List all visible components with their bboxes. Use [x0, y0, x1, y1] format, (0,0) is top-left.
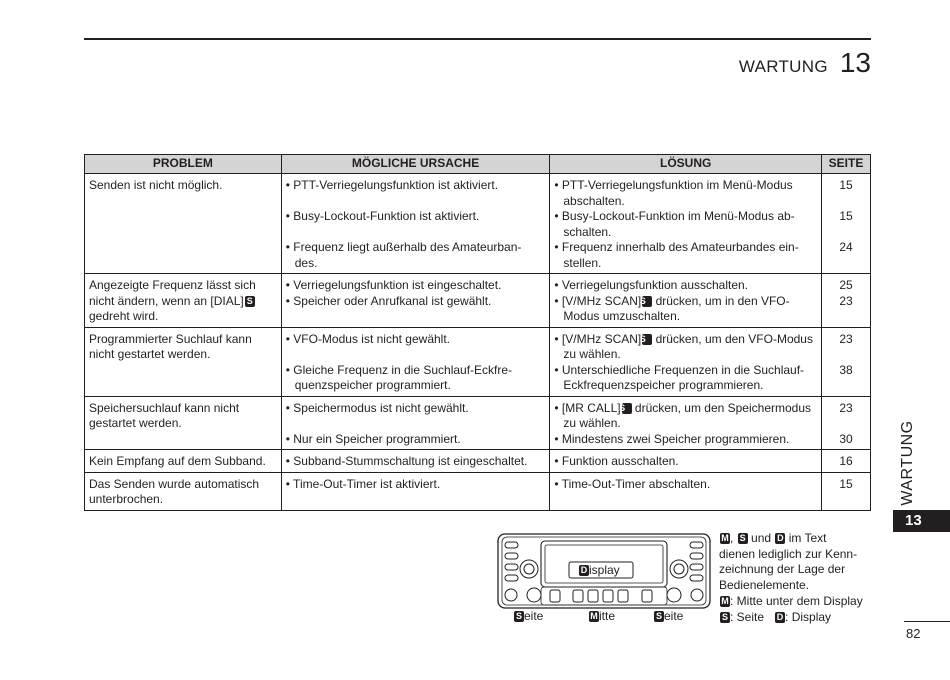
left-side-label: S eite: [515, 609, 544, 623]
radio-front-panel-diagram: [497, 533, 711, 609]
cause-cell: [281, 472, 550, 510]
solution-item: • Unterschiedliche Frequenzen in die Suchlauf- Eckfrequenzspeicher programmieren.: [554, 362, 805, 392]
table-row: [85, 396, 871, 450]
header-problem: PROBLEM: [85, 155, 282, 174]
display-label: D isplay: [580, 563, 620, 577]
display-key-icon: D: [776, 611, 784, 622]
solution-item: • Busy-Lockout-Funktion im Menü-Modus ab- schalten.: [554, 209, 795, 239]
problem-cell: Kein Empfang auf dem Subband.: [85, 450, 282, 473]
cause-item: • Speicher oder Anrufkanal ist gewählt.: [285, 293, 492, 308]
chapter-title: WARTUNG: [738, 57, 828, 76]
side-key-icon: S: [655, 611, 662, 621]
solution-cell: [550, 396, 822, 450]
table-row: [85, 450, 871, 473]
display-key-icon: D: [580, 565, 588, 575]
display-key-icon: D: [777, 533, 784, 543]
page-cell: 23 38: [821, 327, 870, 396]
cause-item: • Gleiche Frequenz in die Suchlauf-Eckfre- quenzspeicher programmiert.: [285, 362, 513, 392]
side-key-icon: S: [515, 611, 522, 621]
cause-item: • Busy-Lockout-Funktion ist aktiviert.: [285, 209, 480, 223]
solution-item: • [V/MHz SCAN]S drücken, um in den VFO- Modus umzuschalten.: [554, 293, 790, 323]
solution-item: • Mindestens zwei Speicher programmieren.: [554, 431, 790, 446]
note-line: Bedienelemente.: [719, 578, 810, 593]
header-solution: LÖSUNG: [550, 155, 822, 174]
side-key-icon: S: [739, 533, 746, 543]
solution-item: • [MR CALL]S drücken, um den Speichermodus zu wählen.: [554, 400, 812, 430]
solution-item: • Frequenz innerhalb des Amateurbandes ein- stellen.: [554, 240, 799, 270]
cause-cell: [281, 327, 550, 396]
cause-cell: [281, 450, 550, 473]
side-tab-label: WARTUNG: [899, 420, 916, 506]
problem-cell: Speichersuchlauf kann nicht gestartet werden.: [85, 396, 282, 450]
solution-cell: [550, 472, 822, 510]
solution-cell: [550, 450, 822, 473]
header-page: SEITE: [821, 155, 870, 174]
cause-cell: [281, 174, 550, 274]
right-side-label: S eite: [655, 609, 684, 623]
table-row: [85, 274, 871, 328]
side-key-icon: S: [642, 296, 652, 307]
solution-item: • PTT-Verriegelungsfunktion im Menü-Modus abschalten.: [554, 178, 793, 208]
side-key-icon: S: [642, 334, 652, 345]
top-rule: [84, 38, 871, 40]
page-cell: 15: [821, 472, 870, 510]
header-cause: MÖGLICHE URSACHE: [281, 155, 550, 174]
cause-item: • Time-Out-Timer ist aktiviert.: [285, 476, 441, 491]
note-line: M, S und D im Text: [721, 531, 827, 545]
solution-item: • Time-Out-Timer abschalten.: [554, 476, 711, 491]
note-line: S : Seite D : Display: [721, 609, 832, 624]
chapter-header: [739, 47, 871, 79]
table-row: [85, 174, 871, 274]
solution-item: • Verriegelungsfunktion ausschalten.: [554, 278, 749, 292]
page-cell: 25 23: [821, 274, 870, 328]
cause-cell: [281, 396, 550, 450]
cause-item: • Verriegelungsfunktion ist eingeschaltet.: [285, 278, 502, 292]
middle-key-icon: M: [590, 611, 598, 621]
problem-cell: Senden ist nicht möglich.: [85, 174, 282, 274]
side-key-icon: S: [721, 611, 728, 622]
cause-item: • Speichermodus ist nicht gewählt.: [285, 400, 469, 415]
cause-item: • Subband-Stummschaltung ist eingeschaltet.: [285, 454, 528, 468]
solution-cell: [550, 174, 822, 274]
key-legend-note: [719, 531, 889, 625]
cause-item: • PTT-Verriegelungsfunktion ist aktiviert.: [285, 178, 499, 192]
note-line: dienen lediglich zur Kenn-: [719, 546, 858, 561]
page-number: 82: [906, 626, 921, 641]
troubleshooting-table: [84, 154, 871, 511]
problem-cell: Angezeigte Frequenz lässt sich nicht ändern, wenn an [DIAL] S gedreht wird.: [85, 274, 282, 328]
problem-cell: Das Senden wurde automatisch unterbrochen.: [85, 472, 282, 510]
note-line: zeichnung der Lage der: [719, 562, 846, 577]
cause-item: • Nur ein Speicher programmiert.: [285, 431, 461, 446]
side-key-icon: S: [622, 403, 632, 414]
problem-cell: Programmierter Suchlauf kann nicht gestartet werden.: [85, 327, 282, 396]
center-label: Mitte: [590, 609, 616, 623]
chapter-number: 13: [839, 47, 871, 78]
solution-item: • [V/MHz SCAN]S drücken, um den VFO-Modus zu wählen.: [554, 331, 813, 361]
side-tab-number: 13: [893, 510, 950, 532]
middle-key-icon: M: [721, 595, 729, 606]
table-header-row: [85, 155, 871, 174]
solution-cell: [550, 327, 822, 396]
middle-key-icon: M: [721, 533, 729, 543]
note-line: M: Mitte unter dem Display: [721, 593, 863, 608]
cause-cell: [281, 274, 550, 328]
table-row: [85, 472, 871, 510]
side-key-icon: S: [246, 295, 253, 306]
cause-item: • Frequenz liegt außerhalb des Amateurban- des.: [285, 240, 522, 270]
table-row: [85, 327, 871, 396]
page-number-rule: [904, 621, 950, 622]
solution-cell: [550, 274, 822, 328]
solution-item: • Funktion ausschalten.: [554, 454, 679, 468]
cause-item: • VFO-Modus ist nicht gewählt.: [285, 331, 450, 346]
page-cell: 16: [821, 450, 870, 473]
page-cell: 23 30: [821, 396, 870, 450]
page-cell: 15 15 24: [821, 174, 870, 274]
